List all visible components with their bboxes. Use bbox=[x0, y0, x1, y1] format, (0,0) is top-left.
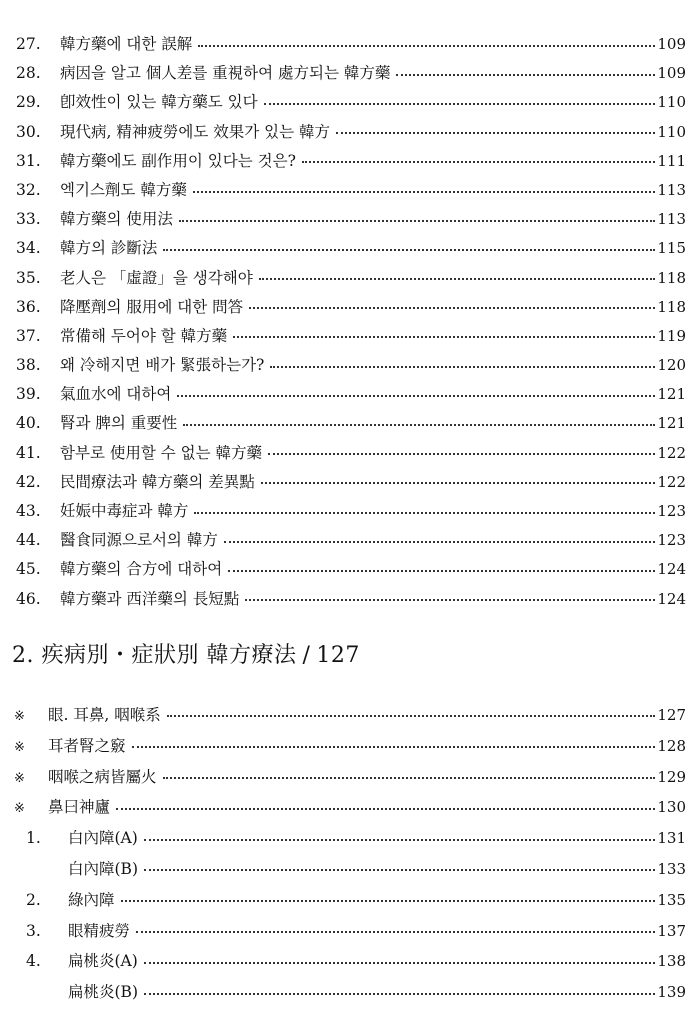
dot-leader bbox=[194, 512, 655, 514]
toc-entry[interactable] bbox=[0, 264, 700, 293]
dot-leader bbox=[396, 74, 655, 76]
toc-entry[interactable] bbox=[0, 409, 700, 438]
entry-number: 2. bbox=[26, 890, 41, 909]
entry-title: 白內障(A) bbox=[68, 829, 138, 848]
dot-leader bbox=[177, 395, 655, 397]
entry-page-number: 113 bbox=[657, 210, 686, 229]
toc-entry[interactable] bbox=[0, 30, 700, 59]
entry-number: 39. bbox=[16, 385, 41, 404]
entry-page-number: 127 bbox=[657, 706, 686, 724]
toc-entry[interactable] bbox=[0, 916, 700, 947]
entry-title: 咽喉之病皆屬火 bbox=[48, 767, 157, 786]
dot-leader bbox=[144, 869, 655, 871]
reference-mark: ※ bbox=[14, 770, 25, 786]
toc-entry[interactable] bbox=[0, 59, 700, 88]
toc-entry[interactable] bbox=[0, 234, 700, 263]
dot-leader bbox=[179, 220, 655, 222]
entry-title: 腎과 脾의 重要性 bbox=[60, 414, 178, 433]
toc-entry[interactable] bbox=[0, 700, 700, 731]
entry-number: 34. bbox=[16, 239, 41, 258]
entry-title: 眼精疲勞 bbox=[68, 921, 131, 940]
entry-page-number: 123 bbox=[657, 502, 686, 520]
dot-leader bbox=[233, 336, 655, 338]
dot-leader bbox=[268, 453, 655, 455]
dot-leader bbox=[183, 424, 655, 426]
entry-page-number: 122 bbox=[657, 472, 686, 491]
entry-page-number: 122 bbox=[657, 443, 686, 462]
entry-title: 함부로 使用할 수 없는 韓方藥 bbox=[60, 443, 263, 462]
entry-number: 30. bbox=[16, 122, 41, 141]
dot-leader bbox=[261, 482, 656, 484]
entry-title: 韓方藥의 使用法 bbox=[60, 210, 173, 229]
entry-page-number: 121 bbox=[657, 414, 686, 433]
dot-leader bbox=[116, 808, 655, 810]
entry-title: 韓方의 診斷法 bbox=[60, 239, 158, 258]
entry-number: 43. bbox=[16, 502, 41, 520]
toc-entry[interactable] bbox=[0, 792, 700, 823]
entry-page-number: 109 bbox=[657, 64, 686, 83]
toc-entry[interactable] bbox=[0, 885, 700, 916]
entry-page-number: 111 bbox=[657, 151, 686, 170]
toc-list-part1 bbox=[0, 30, 700, 614]
entry-title: 現代病, 精神疲勞에도 效果가 있는 韓方 bbox=[60, 122, 331, 141]
dot-leader bbox=[144, 962, 656, 964]
dot-leader bbox=[270, 366, 655, 368]
dot-leader bbox=[193, 191, 656, 193]
reference-mark: ※ bbox=[14, 739, 25, 755]
dot-leader bbox=[136, 931, 655, 933]
dot-leader bbox=[264, 103, 656, 105]
toc-entry[interactable] bbox=[0, 946, 700, 977]
entry-page-number: 139 bbox=[657, 983, 686, 1002]
entry-number: 32. bbox=[16, 180, 41, 199]
toc-entry[interactable] bbox=[0, 555, 700, 584]
entry-page-number: 120 bbox=[657, 356, 686, 375]
entry-page-number: 124 bbox=[657, 589, 686, 608]
toc-entry[interactable] bbox=[0, 585, 700, 614]
dot-leader bbox=[163, 777, 656, 779]
chapter-separator: / bbox=[302, 643, 311, 668]
toc-entry[interactable] bbox=[0, 205, 700, 234]
entry-title: 老人은 「虛證」을 생각해야 bbox=[60, 268, 253, 287]
entry-number: 31. bbox=[16, 151, 41, 170]
entry-number: 35. bbox=[16, 268, 41, 287]
entry-page-number: 137 bbox=[657, 921, 686, 940]
toc-entry[interactable] bbox=[0, 88, 700, 117]
entry-title: 왜 冷해지면 배가 緊張하는가? bbox=[60, 356, 265, 375]
toc-entry[interactable] bbox=[0, 526, 700, 555]
toc-entry[interactable] bbox=[0, 380, 700, 409]
entry-number: 3. bbox=[26, 921, 41, 940]
entry-page-number: 130 bbox=[657, 798, 686, 817]
entry-number: 44. bbox=[16, 531, 41, 550]
entry-number: 4. bbox=[26, 952, 41, 971]
entry-title: 韓方藥의 合方에 대하여 bbox=[60, 560, 223, 579]
dot-leader bbox=[249, 307, 655, 309]
toc-entry[interactable] bbox=[0, 468, 700, 497]
entry-number: 41. bbox=[16, 443, 41, 462]
entry-title: 엑기스劑도 韓方藥 bbox=[60, 180, 187, 199]
entry-page-number: 118 bbox=[657, 268, 686, 287]
toc-entry[interactable] bbox=[0, 854, 700, 885]
entry-title: 韓方藥과 西洋藥의 長短點 bbox=[60, 589, 240, 608]
entry-page-number: 128 bbox=[657, 736, 686, 755]
toc-entry[interactable] bbox=[0, 731, 700, 762]
toc-entry[interactable] bbox=[0, 351, 700, 380]
entry-page-number: 115 bbox=[657, 239, 686, 258]
entry-page-number: 109 bbox=[657, 35, 686, 53]
toc-entry[interactable] bbox=[0, 823, 700, 854]
dot-leader bbox=[198, 45, 655, 47]
entry-title: 卽效性이 있는 韓方藥도 있다 bbox=[60, 93, 258, 112]
toc-entry[interactable] bbox=[0, 118, 700, 147]
entry-title: 鼻曰神廬 bbox=[48, 798, 111, 817]
toc-entry[interactable] bbox=[0, 977, 700, 1008]
entry-page-number: 119 bbox=[657, 326, 686, 345]
chapter-heading[interactable] bbox=[12, 638, 360, 669]
entry-page-number: 131 bbox=[657, 829, 686, 848]
chapter-title: 2. 疾病別・症狀別 韓方療法 bbox=[12, 643, 297, 668]
toc-entry[interactable] bbox=[0, 293, 700, 322]
toc-entry[interactable] bbox=[0, 439, 700, 468]
entry-title: 民間療法과 韓方藥의 差異點 bbox=[60, 472, 255, 491]
entry-title: 醫食同源으로서의 韓方 bbox=[60, 531, 218, 550]
toc-entry[interactable] bbox=[0, 322, 700, 351]
entry-title: 綠內障 bbox=[68, 890, 115, 909]
entry-number: 37. bbox=[16, 326, 41, 345]
dot-leader bbox=[228, 570, 655, 572]
entry-title: 常備해 두어야 할 韓方藥 bbox=[60, 326, 228, 345]
entry-title: 眼. 耳鼻, 咽喉系 bbox=[48, 706, 161, 724]
entry-page-number: 113 bbox=[657, 180, 686, 199]
entry-title: 扁桃炎(A) bbox=[68, 952, 138, 971]
entry-title: 韓方藥에 대한 誤解 bbox=[60, 35, 193, 53]
dot-leader bbox=[121, 900, 656, 902]
entry-number: 28. bbox=[16, 64, 41, 83]
dot-leader bbox=[302, 161, 655, 163]
entry-title: 耳者腎之竅 bbox=[48, 736, 126, 755]
entry-title: 扁桃炎(B) bbox=[68, 983, 138, 1002]
reference-mark: ※ bbox=[14, 801, 25, 817]
toc-entry[interactable] bbox=[0, 176, 700, 205]
entry-number: 27. bbox=[16, 35, 41, 53]
dot-leader bbox=[259, 278, 656, 280]
dot-leader bbox=[245, 599, 655, 601]
entry-title: 妊娠中毒症과 韓方 bbox=[60, 502, 189, 520]
toc-list-part2 bbox=[0, 700, 700, 1008]
reference-mark: ※ bbox=[14, 709, 25, 724]
entry-page-number: 118 bbox=[657, 297, 686, 316]
toc-entry[interactable] bbox=[0, 497, 700, 526]
dot-leader bbox=[336, 132, 655, 134]
entry-page-number: 138 bbox=[657, 952, 686, 971]
entry-page-number: 110 bbox=[657, 122, 686, 141]
entry-title: 氣血水에 대하여 bbox=[60, 385, 172, 404]
entry-number: 38. bbox=[16, 356, 41, 375]
entry-page-number: 133 bbox=[657, 859, 686, 878]
dot-leader bbox=[144, 839, 656, 841]
dot-leader bbox=[167, 715, 656, 717]
dot-leader bbox=[144, 993, 655, 995]
entry-page-number: 124 bbox=[657, 560, 686, 579]
toc-entry[interactable] bbox=[0, 762, 700, 793]
entry-number: 42. bbox=[16, 472, 41, 491]
entry-page-number: 110 bbox=[657, 93, 686, 112]
dot-leader bbox=[224, 541, 656, 543]
entry-number: 36. bbox=[16, 297, 41, 316]
entry-page-number: 135 bbox=[657, 890, 686, 909]
dot-leader bbox=[132, 746, 656, 748]
toc-entry[interactable] bbox=[0, 147, 700, 176]
entry-title: 降壓劑의 服用에 대한 問答 bbox=[60, 297, 244, 316]
entry-number: 33. bbox=[16, 210, 41, 229]
entry-number: 46. bbox=[16, 589, 41, 608]
entry-number: 1. bbox=[26, 829, 41, 848]
entry-title: 白內障(B) bbox=[68, 859, 138, 878]
entry-number: 29. bbox=[16, 93, 41, 112]
entry-number: 45. bbox=[16, 560, 41, 579]
dot-leader bbox=[163, 249, 655, 251]
entry-title: 韓方藥에도 副作用이 있다는 것은? bbox=[60, 151, 296, 170]
entry-page-number: 121 bbox=[657, 385, 686, 404]
chapter-page-number: 127 bbox=[316, 643, 360, 668]
entry-title: 病因을 알고 個人差를 重視하여 處方되는 韓方藥 bbox=[60, 64, 391, 83]
entry-number: 40. bbox=[16, 414, 41, 433]
entry-page-number: 123 bbox=[657, 531, 686, 550]
entry-page-number: 129 bbox=[657, 767, 686, 786]
